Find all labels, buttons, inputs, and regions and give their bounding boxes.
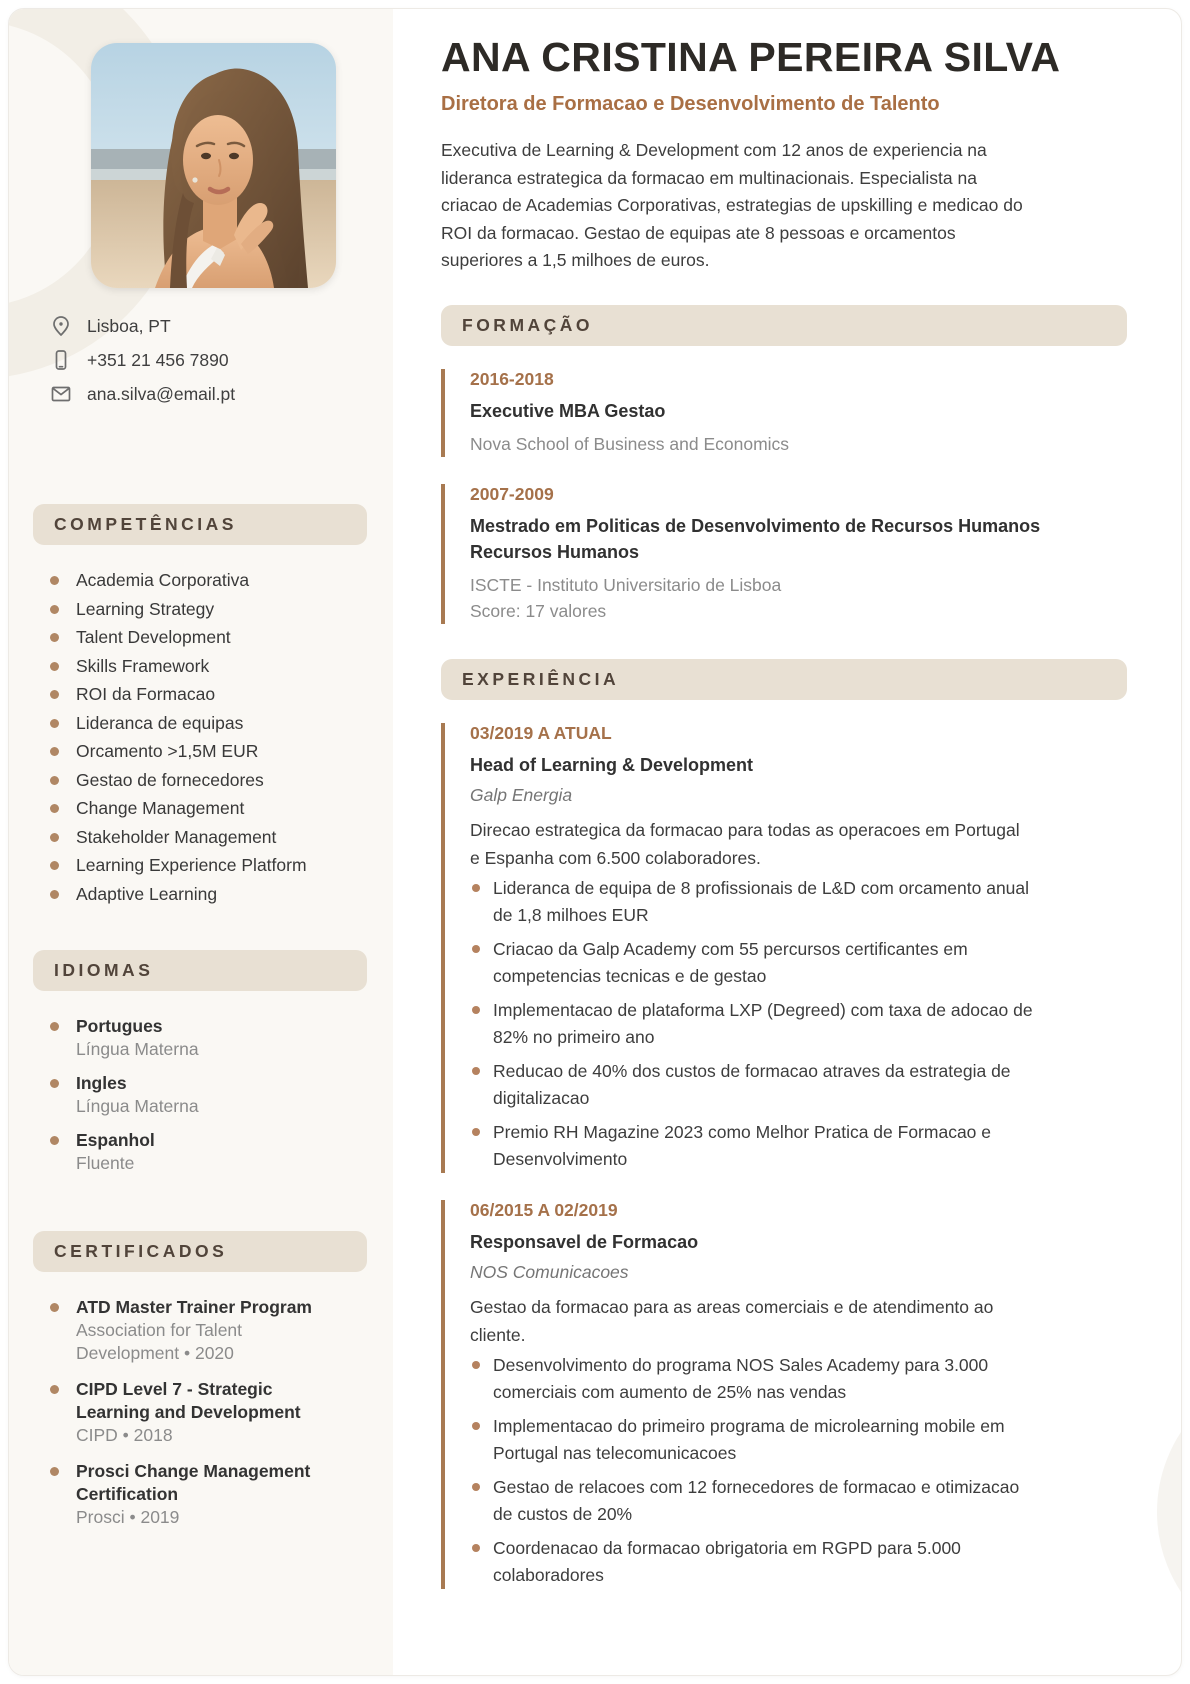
section-heading-formacao: FORMAÇÃO	[441, 305, 1127, 346]
bullet-text: Criacao da Galp Academy com 55 percursos certificantes em competencias tecnicas e de gestao	[493, 938, 968, 986]
experience-description: Gestao da formacao para as areas comerciais e de atendimento ao cliente.	[470, 1296, 994, 1345]
skill-label: Gestao de fornecedores	[76, 769, 264, 790]
skill-label: Learning Strategy	[76, 598, 215, 619]
skill-label: Academia Corporativa	[76, 570, 250, 590]
bullet-dot	[472, 884, 480, 892]
bullet-dot	[472, 1128, 480, 1136]
summary-text: Executiva de Learning & Development com 12 anos de experiencia na lideranca estrategica da formacao em multinacionais. Especialista na criacao de Academias Corporativas, estrategias de upskilling e medicao do ROI da formacao. Gestao de equipas ate 8 pessoas e orcamentos superiores a 1,5 milhoes de euros.	[441, 140, 1023, 271]
skill-item	[49, 769, 367, 793]
phone-text: +351 21 456 7890	[87, 350, 229, 370]
decorative-ring	[1157, 1367, 1182, 1657]
bullet-text: Implementacao do primeiro programa de microlearning mobile em Portugal nas telecomunicacoes	[493, 1415, 1005, 1463]
resume-page	[8, 8, 1182, 1676]
certificate-issuer: Association for Talent Development • 2020	[76, 1320, 243, 1363]
bullet-dot	[50, 861, 59, 870]
skill-label: Talent Development	[76, 627, 231, 647]
skill-item	[49, 683, 367, 707]
location-pin-icon	[49, 314, 73, 338]
language-item	[49, 1072, 367, 1118]
skill-label: Adaptive Learning	[76, 883, 218, 904]
language-level: Fluente	[76, 1153, 135, 1173]
experience-company: NOS Comunicacoes	[470, 1261, 629, 1282]
experience-bullet	[470, 936, 1038, 990]
bullet-dot	[50, 804, 59, 813]
skill-label: ROI da Formacao	[76, 684, 216, 704]
certificate-name: CIPD Level 7 - Strategic Learning and Development	[76, 1379, 301, 1422]
bullet-dot	[472, 945, 480, 953]
certificate-issuer: Prosci • 2019	[76, 1507, 180, 1527]
experience-period: 06/2015 A 02/2019	[470, 1199, 618, 1220]
section-heading-certificados: CERTIFICADOS	[33, 1231, 367, 1272]
language-level: Língua Materna	[76, 1039, 199, 1059]
experience-bullet	[470, 997, 1038, 1051]
education-period: 2007-2009	[470, 483, 554, 504]
contact-email	[49, 382, 367, 406]
education-school: ISCTE - Instituto Universitario de Lisboa	[470, 574, 782, 595]
skill-item	[49, 655, 367, 679]
bullet-text: Lideranca de equipa de 8 profissionais de L&D com orcamento anual de 1,8 milhoes EUR	[493, 877, 1030, 925]
bullet-dot	[50, 633, 59, 642]
experience-entry	[441, 1200, 1127, 1589]
language-name: Portugues	[76, 1016, 163, 1036]
bullet-dot	[472, 1483, 480, 1491]
certificate-item	[49, 1378, 367, 1447]
certificate-name: Prosci Change Management Certification	[76, 1461, 311, 1504]
skill-item	[49, 797, 367, 821]
experience-bullets	[470, 1352, 1127, 1589]
skill-item	[49, 883, 367, 907]
experience-description: Direcao estrategica da formacao para todas as operacoes em Portugal e Espanha com 6.500 colaboradores.	[470, 819, 1020, 868]
skill-item	[49, 854, 367, 878]
skill-label: Learning Experience Platform	[76, 855, 307, 875]
education-list	[441, 369, 1127, 624]
skill-item	[49, 826, 367, 850]
experience-bullets	[470, 875, 1127, 1173]
skill-item	[49, 740, 367, 764]
bullet-dot	[50, 576, 59, 585]
language-item	[49, 1015, 367, 1061]
contact-location	[49, 314, 367, 338]
skill-label: Stakeholder Management	[76, 826, 277, 847]
bullet-text: Reducao de 40% dos custos de formacao atraves da estrategia de digitalizacao	[493, 1060, 1011, 1108]
contact-phone	[49, 348, 367, 372]
phone-icon	[49, 348, 73, 372]
location-text: Lisboa, PT	[87, 316, 171, 336]
profile-photo	[91, 43, 336, 288]
experience-role: Responsavel de Formacao	[470, 1231, 699, 1252]
skill-label: Skills Framework	[76, 655, 210, 676]
bullet-dot	[50, 1022, 59, 1031]
sidebar	[9, 9, 393, 1675]
certificate-issuer: CIPD • 2018	[76, 1425, 173, 1445]
job-title: Diretora de Formacao e Desenvolvimento de Talento	[441, 93, 940, 116]
main-content	[393, 9, 1181, 1675]
experience-entry	[441, 723, 1127, 1173]
bullet-dot	[50, 747, 59, 756]
certificate-item	[49, 1296, 367, 1365]
bullet-dot	[50, 1385, 59, 1394]
skill-label: Change Management	[76, 798, 245, 818]
certificados-list	[33, 1296, 367, 1529]
experience-bullet	[470, 1413, 1038, 1467]
bullet-dot	[472, 1544, 480, 1552]
education-school: Nova School of Business and Economics	[470, 433, 790, 454]
language-level: Língua Materna	[76, 1096, 199, 1116]
bullet-text: Desenvolvimento do programa NOS Sales Academy para 3.000 comerciais com aumento de 25% nas vendas	[493, 1354, 989, 1402]
experience-role: Head of Learning & Development	[470, 754, 754, 775]
section-heading-experiencia: EXPERIÊNCIA	[441, 659, 1127, 700]
experience-bullet	[470, 1352, 1038, 1406]
bullet-dot	[472, 1067, 480, 1075]
contact-info	[49, 314, 367, 406]
bullet-text: Gestao de relacoes com 12 fornecedores de formacao e otimizacao de custos de 20%	[493, 1476, 1020, 1524]
bullet-dot	[50, 690, 59, 699]
experience-bullet	[470, 1474, 1038, 1528]
email-text: ana.silva@email.pt	[87, 384, 236, 404]
experience-bullet	[470, 875, 1038, 929]
idiomas-list	[33, 1015, 367, 1175]
bullet-dot	[50, 1303, 59, 1312]
experience-bullet	[470, 1119, 1038, 1173]
bullet-dot	[472, 1422, 480, 1430]
page-title: ANA CRISTINA PEREIRA SILVA	[441, 34, 1061, 80]
language-name: Espanhol	[76, 1130, 155, 1150]
experience-list	[441, 723, 1127, 1589]
experience-bullet	[470, 1058, 1038, 1112]
bullet-dot	[50, 605, 59, 614]
bullet-dot	[472, 1361, 480, 1369]
bullet-text: Implementacao de plataforma LXP (Degreed) com taxa de adocao de 82% no primeiro ano	[493, 999, 1033, 1047]
bullet-dot	[50, 1467, 59, 1476]
education-degree: Executive MBA Gestao	[470, 400, 666, 421]
competencias-list	[33, 569, 367, 906]
education-entry	[441, 369, 1127, 457]
bullet-dot	[50, 890, 59, 899]
bullet-dot	[50, 1079, 59, 1088]
experience-period: 03/2019 A ATUAL	[470, 722, 612, 743]
section-heading-idiomas: IDIOMAS	[33, 950, 367, 991]
language-name: Ingles	[76, 1073, 127, 1093]
experience-company: Galp Energia	[470, 784, 573, 805]
education-period: 2016-2018	[470, 368, 554, 389]
bullet-dot	[472, 1006, 480, 1014]
skill-label: Orcamento >1,5M EUR	[76, 741, 259, 761]
certificate-item	[49, 1460, 367, 1529]
bullet-dot	[50, 776, 59, 785]
certificate-name: ATD Master Trainer Program	[76, 1297, 312, 1317]
bullet-text: Coordenacao da formacao obrigatoria em RGPD para 5.000 colaboradores	[493, 1537, 961, 1585]
skill-item	[49, 626, 367, 650]
education-degree: Mestrado em Politicas de Desenvolvimento de Recursos Humanos Recursos Humanos	[470, 515, 1041, 562]
mail-icon	[49, 382, 73, 406]
section-heading-competencias: COMPETÊNCIAS	[33, 504, 367, 545]
skill-item	[49, 569, 367, 593]
skill-item	[49, 712, 367, 736]
bullet-dot	[50, 1136, 59, 1145]
education-score: Score: 17 valores	[470, 600, 607, 621]
bullet-dot	[50, 719, 59, 728]
language-item	[49, 1129, 367, 1175]
skill-label: Lideranca de equipas	[76, 712, 244, 733]
bullet-dot	[50, 833, 59, 842]
bullet-dot	[50, 662, 59, 671]
skill-item	[49, 598, 367, 622]
education-entry	[441, 484, 1127, 624]
bullet-text: Premio RH Magazine 2023 como Melhor Pratica de Formacao e Desenvolvimento	[493, 1121, 991, 1169]
profile-photo-illustration	[91, 43, 336, 288]
experience-bullet	[470, 1535, 1038, 1589]
